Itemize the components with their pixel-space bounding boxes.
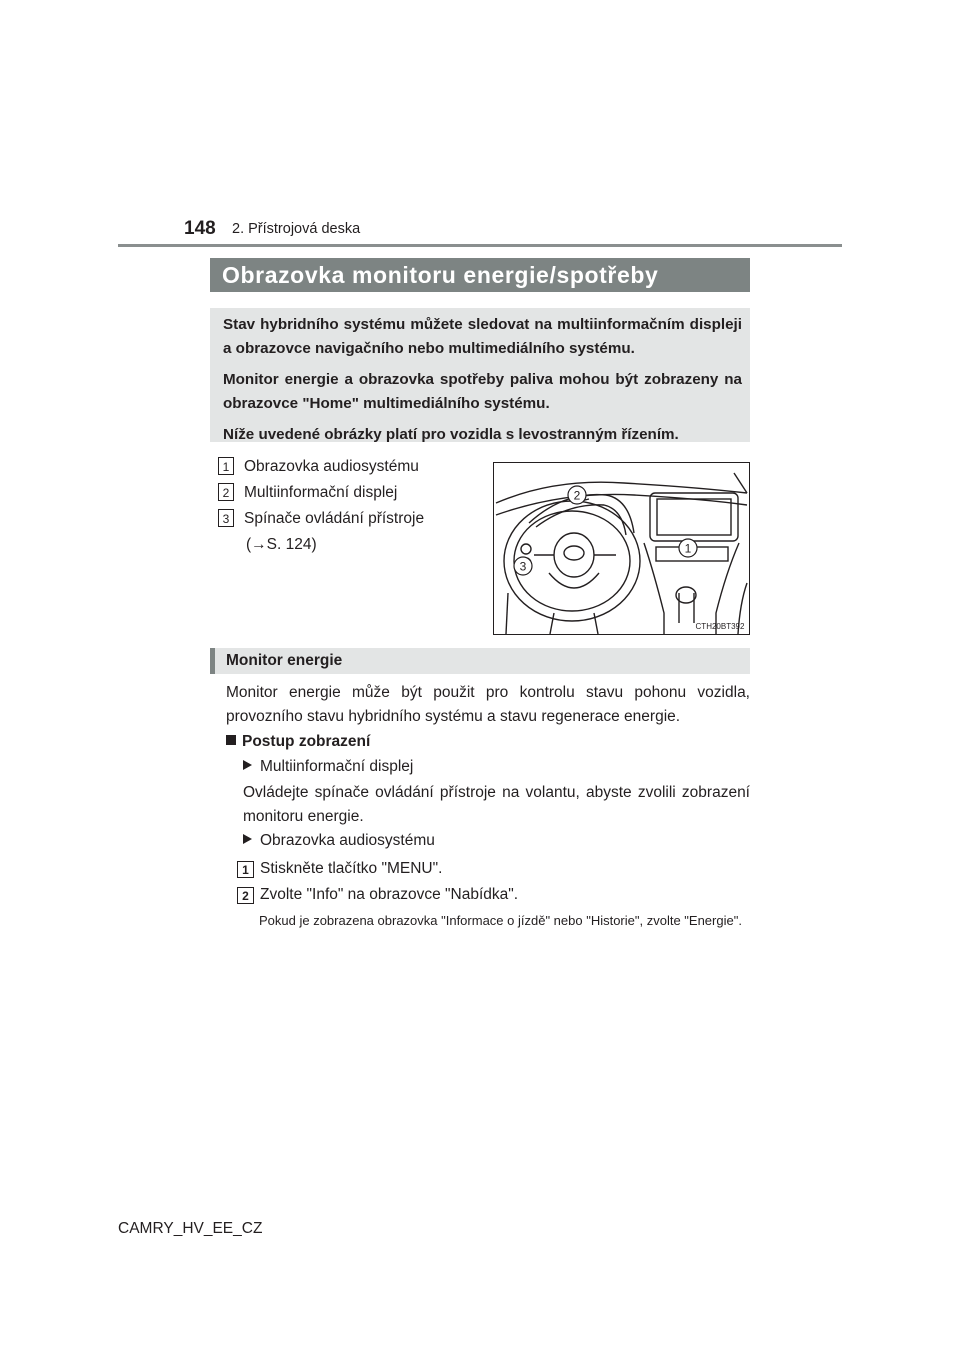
header-divider	[118, 244, 842, 247]
square-bullet-icon	[226, 735, 236, 745]
subsection-heading: Monitor energie	[210, 648, 750, 674]
illustration-code: CTH20BT392	[695, 622, 745, 631]
callout-number: 2	[218, 483, 234, 501]
callout-item	[218, 508, 468, 534]
callout-number: 3	[218, 509, 234, 527]
callout-item	[218, 482, 468, 508]
step-item	[237, 857, 442, 881]
option-description: Ovládejte spínače ovládání přístroje na volantu, abyste zvolili zobrazení monitoru energie.	[243, 784, 750, 825]
chapter-title: 2. Přístrojová deska	[232, 221, 361, 237]
step-text: Stiskněte tlačítko "MENU".	[260, 860, 443, 877]
option-item	[243, 755, 413, 779]
monitor-description: Monitor energie může být použit pro kontrolu stavu pohonu vozidla, provozního stavu hybridního systému a stavu regenerace energie.	[226, 684, 750, 725]
page-reference: (→S. 124)	[246, 536, 317, 553]
document-code: CAMRY_HV_EE_CZ	[118, 1220, 263, 1237]
callout-list	[218, 456, 468, 560]
callout-item	[218, 534, 468, 560]
option-label: Obrazovka audiosystému	[260, 832, 435, 849]
step-note: Pokud je zobrazena obrazovka "Informace o jízdě" nebo "Historie", zvolte "Energie".	[259, 913, 742, 928]
option-label: Multiinformační displej	[260, 758, 414, 775]
intro-paragraph: Níže uvedené obrázky platí pro vozidla s levostranným řízením.	[223, 426, 679, 443]
intro-box	[210, 308, 750, 442]
callout-text: Spínače ovládání přístroje	[244, 510, 425, 527]
callout-label: 1	[684, 541, 692, 556]
triangle-bullet-icon	[243, 834, 252, 844]
callout-text: Multiinformační displej	[244, 484, 398, 501]
step-item	[237, 883, 518, 907]
callout-text: Obrazovka audiosystému	[244, 458, 419, 475]
intro-paragraph: Monitor energie a obrazovka spotřeby paliva mohou být zobrazeny na obrazovce "Home" multimediálního systému.	[223, 371, 742, 412]
callout-item	[218, 456, 468, 482]
callout-number: 1	[218, 457, 234, 475]
triangle-bullet-icon	[243, 760, 252, 770]
step-number: 1	[237, 861, 254, 878]
dashboard-drawing	[494, 463, 749, 634]
step-number: 2	[237, 887, 254, 904]
intro-paragraph: Stav hybridního systému můžete sledovat na multiinformačním displeji a obrazovce navigačního nebo multimediálního systému.	[223, 316, 742, 357]
callout-label: 2	[573, 488, 581, 503]
procedure-heading	[226, 730, 370, 754]
procedure-heading-text: Postup zobrazení	[242, 733, 371, 750]
callout-label: 3	[519, 559, 527, 574]
option-item	[243, 829, 435, 853]
step-text: Zvolte "Info" na obrazovce "Nabídka".	[260, 886, 519, 903]
dashboard-illustration	[493, 462, 750, 635]
section-title: Obrazovka monitoru energie/spotřeby	[210, 258, 750, 292]
page-number: 148	[184, 218, 216, 239]
